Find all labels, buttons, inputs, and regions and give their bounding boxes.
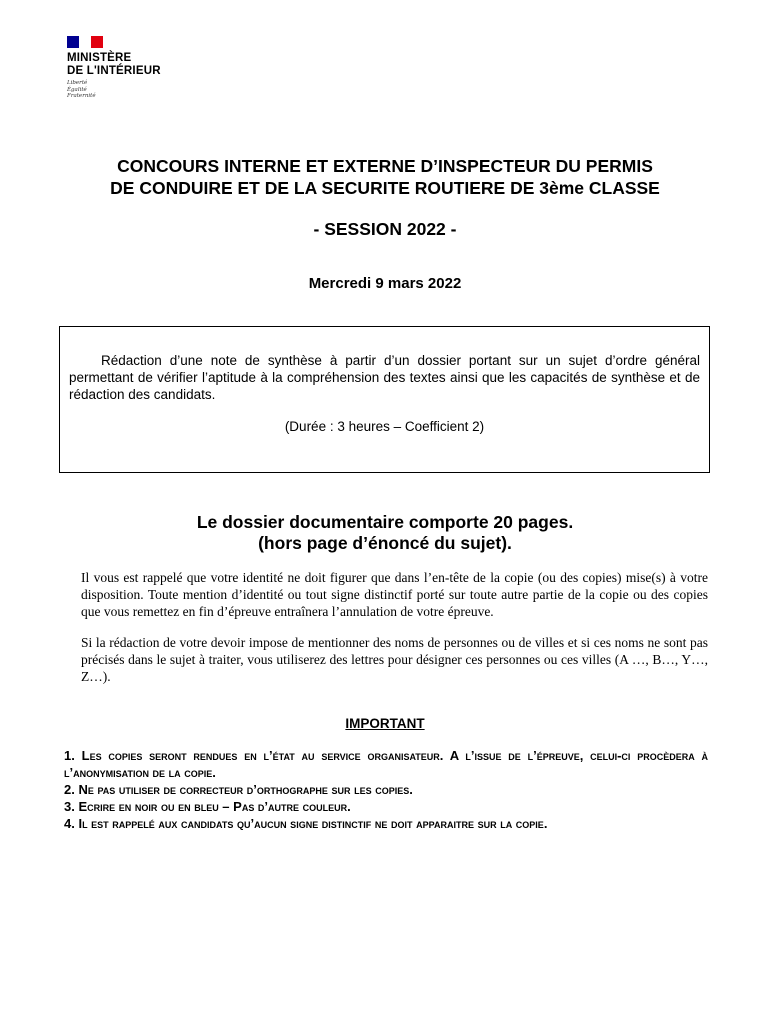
dossier-pages: Le dossier documentaire comporte 20 pages. (196, 512, 574, 532)
ministry-name-line1: MINISTÈRE (67, 52, 132, 64)
ministry-logo (67, 36, 187, 100)
republic-motto (67, 80, 187, 100)
rule-item: 1. Les copies seront rendues en l’état au service organisateur. A l’issue de l’épreuve, celui-ci procèdera à l’anonymisation de la copie. (64, 748, 708, 780)
exam-title (40, 155, 730, 199)
subject-duration: (Durée : 3 heures – Coefficient 2) (284, 419, 485, 434)
motto-egalite: Égalité (67, 86, 87, 93)
identity-instruction: Il vous est rappelé que votre identité ne doit figurer que dans l’en-tête de la copie (ou des copies) mise(s) à votre disposition. Toute mention d’identité ou tout signe distinctif porté sur toute autre partie de la copie ou des copies que vous remettez en fin d’épreuve entraînera l’annulation de votre épreuve. (81, 570, 708, 619)
session-heading: - SESSION 2022 - (313, 219, 457, 239)
motto-liberte: Liberté (67, 80, 88, 86)
flag-icon (67, 36, 103, 48)
rule-item: 2. Ne pas utiliser de correcteur d’orthographe sur les copies. (64, 782, 413, 797)
ministry-name (67, 52, 187, 77)
subject-box (59, 326, 710, 473)
important-rules (64, 747, 708, 832)
exam-date: Mercredi 9 mars 2022 (308, 275, 462, 292)
dossier-notice (40, 512, 730, 554)
ministry-name-line2: DE L'INTÉRIEUR (67, 64, 161, 77)
motto-fraternite: Fraternité (67, 93, 96, 99)
dossier-note: (hors page d’énoncé du sujet). (258, 533, 512, 553)
subject-description: Rédaction d’une note de synthèse à partir d’un dossier portant sur un sujet d’ordre général permettant de vérifier l’aptitude à la compréhension des textes ainsi que les capacités de synthèse et de rédaction des candidats. (69, 353, 700, 402)
rule-item: 4. Il est rappelé aux candidats qu’aucun signe distinctif ne doit apparaitre sur la copie. (64, 816, 548, 831)
rule-item: 3. Ecrire en noir ou en bleu – Pas d’autre couleur. (64, 799, 351, 814)
exam-title-line1: CONCOURS INTERNE ET EXTERNE D’INSPECTEUR DU PERMIS (117, 156, 653, 176)
exam-title-line2: DE CONDUIRE ET DE LA SECURITE ROUTIERE DE 3ème CLASSE (110, 178, 660, 198)
important-heading: IMPORTANT (345, 716, 425, 731)
names-instruction: Si la rédaction de votre devoir impose de mentionner des noms de personnes ou de villes et si ces noms ne sont pas précisés dans le sujet à traiter, vous utiliserez des lettres pour désigner ces personnes ou ces villes (A …, B…, Y…, Z…). (81, 635, 708, 684)
